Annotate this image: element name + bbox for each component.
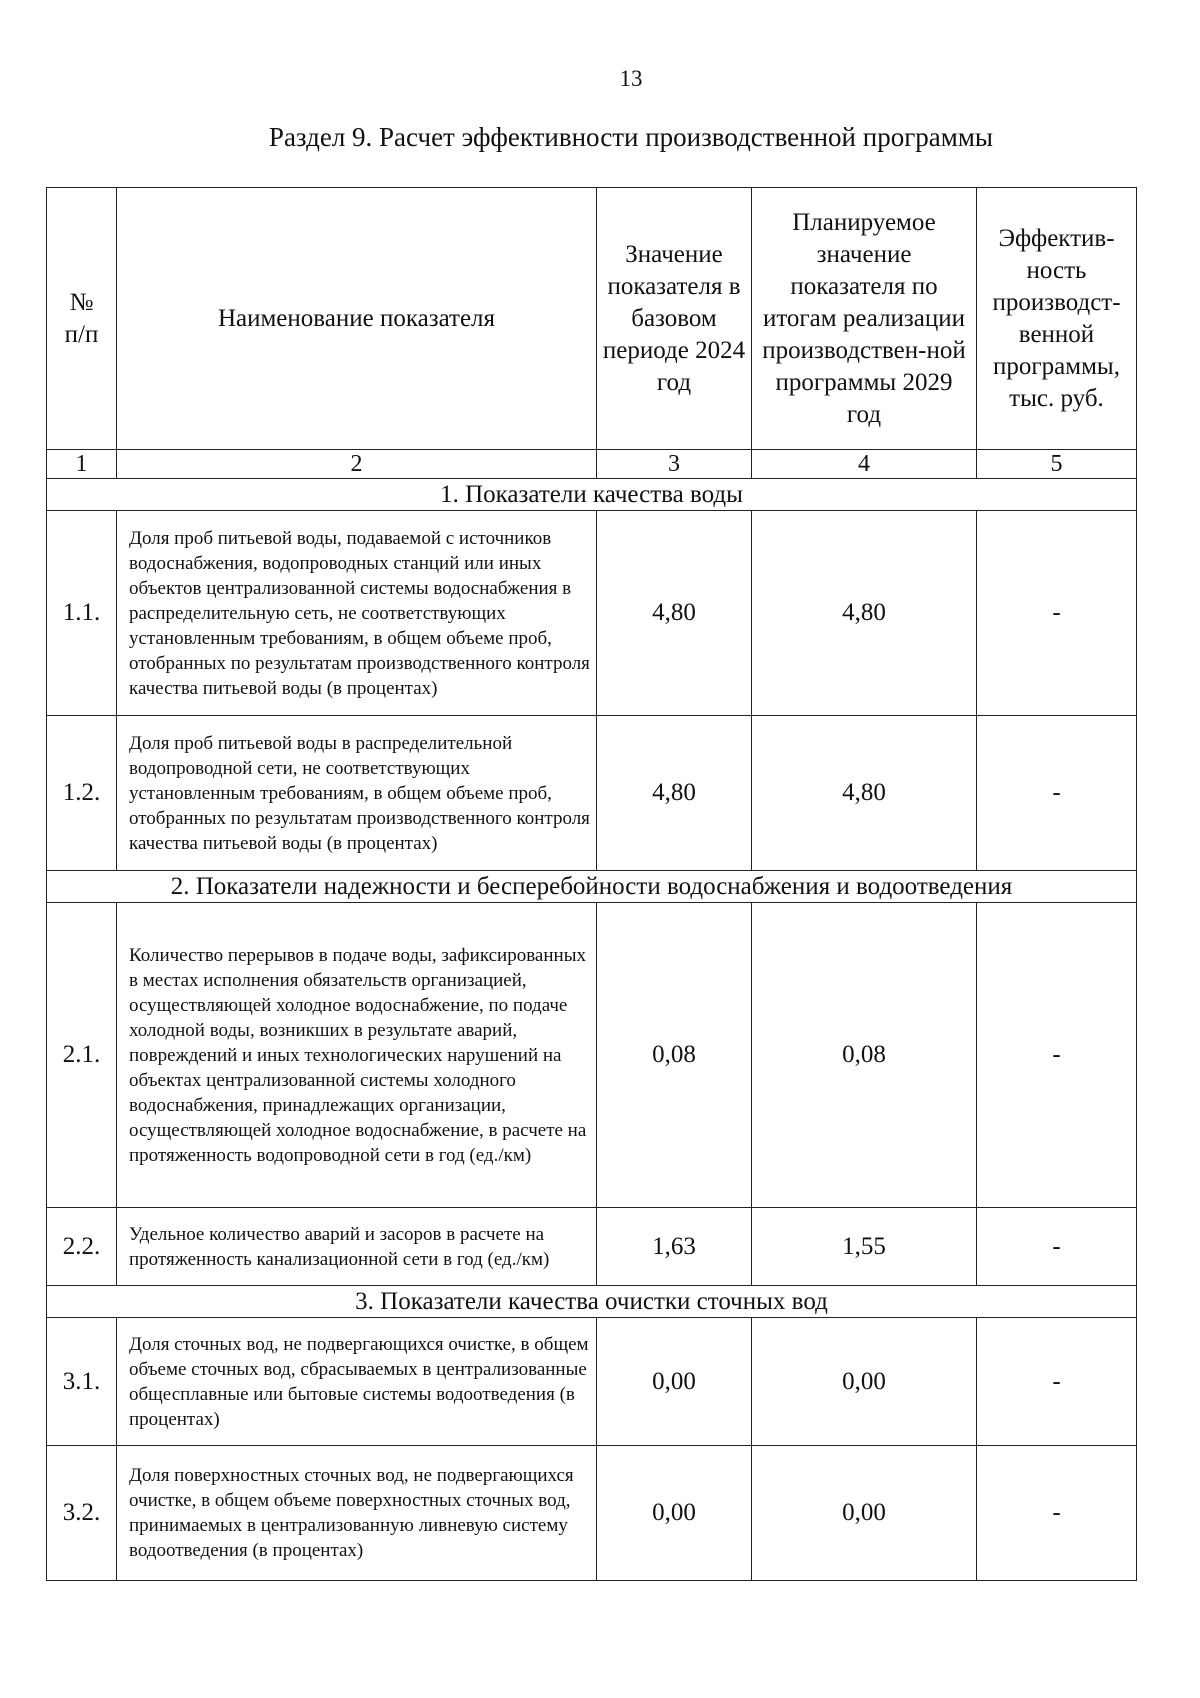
row-planned-value: 1,55	[752, 1208, 977, 1286]
row-planned-value: 0,08	[752, 903, 977, 1208]
efficiency-table	[46, 187, 1137, 1581]
table-row	[47, 511, 1137, 716]
table-row	[47, 1446, 1137, 1581]
table-row	[47, 1208, 1137, 1286]
row-index: 3.2.	[47, 1446, 117, 1581]
row-base-value: 4,80	[597, 511, 752, 716]
table-row	[47, 716, 1137, 871]
group-title: 3. Показатели качества очистки сточных вод	[47, 1286, 1137, 1318]
header-planned-value: Планируемое значение показателя по итогам реализации производствен-ной программы 2029 год	[752, 188, 977, 450]
row-planned-value: 0,00	[752, 1446, 977, 1581]
row-base-value: 4,80	[597, 716, 752, 871]
row-efficiency: -	[977, 1208, 1137, 1286]
column-number: 4	[752, 450, 977, 479]
row-efficiency: -	[977, 1446, 1137, 1581]
row-index: 1.1.	[47, 511, 117, 716]
table-row	[47, 1318, 1137, 1446]
row-efficiency: -	[977, 511, 1137, 716]
column-number: 1	[47, 450, 117, 479]
row-planned-value: 4,80	[752, 716, 977, 871]
row-index: 1.2.	[47, 716, 117, 871]
row-indicator-name: Доля поверхностных сточных вод, не подвергающихся очистке, в общем объеме поверхностных сточных вод, принимаемых в централизованную ливневую систему водоотведения (в процентах)	[117, 1446, 597, 1581]
row-indicator-name: Удельное количество аварий и засоров в расчете на протяженность канализационной сети в год (ед./км)	[117, 1208, 597, 1286]
table-header-row	[47, 188, 1137, 450]
row-planned-value: 0,00	[752, 1318, 977, 1446]
row-base-value: 1,63	[597, 1208, 752, 1286]
row-index: 2.2.	[47, 1208, 117, 1286]
row-indicator-name: Доля проб питьевой воды, подаваемой с источников водоснабжения, водопроводных станций или иных объектов централизованной системы водоснабжения в распределительную сеть, не соответствующих установленным требованиям, в общем объеме проб, отобранных по результатам производственного контроля качества питьевой воды (в процентах)	[117, 511, 597, 716]
row-base-value: 0,00	[597, 1318, 752, 1446]
group-header-row	[47, 1286, 1137, 1318]
row-efficiency: -	[977, 1318, 1137, 1446]
header-number: № п/п	[47, 188, 117, 450]
header-indicator-name: Наименование показателя	[117, 188, 597, 450]
page-number: 13	[619, 66, 643, 91]
column-number: 3	[597, 450, 752, 479]
row-index: 3.1.	[47, 1318, 117, 1446]
header-efficiency: Эффектив-ность производст-венной программы, тыс. руб.	[977, 188, 1137, 450]
column-number: 5	[977, 450, 1137, 479]
row-efficiency: -	[977, 903, 1137, 1208]
section-title: Раздел 9. Расчет эффективности производственной программы	[268, 122, 994, 152]
group-title: 2. Показатели надежности и бесперебойности водоснабжения и водоотведения	[47, 871, 1137, 903]
row-base-value: 0,08	[597, 903, 752, 1208]
column-number: 2	[117, 450, 597, 479]
group-header-row	[47, 479, 1137, 511]
row-indicator-name: Количество перерывов в подаче воды, зафиксированных в местах исполнения обязательств организацией, осуществляющей холодное водоснабжение, по подаче холодной воды, возникших в результате аварий, повреждений и иных технологических нарушений на объектах централизованной системы холодного водоснабжения, принадлежащих организации, осуществляющей холодное водоснабжение, в расчете на протяженность водопроводной сети в год (ед./км)	[117, 903, 597, 1208]
row-indicator-name: Доля проб питьевой воды в распределительной водопроводной сети, не соответствующих установленным требованиям, в общем объеме проб, отобранных по результатам производственного контроля качества питьевой воды (в процентах)	[117, 716, 597, 871]
header-base-value: Значение показателя в базовом периоде 2024 год	[597, 188, 752, 450]
column-number-row	[47, 450, 1137, 479]
row-planned-value: 4,80	[752, 511, 977, 716]
row-base-value: 0,00	[597, 1446, 752, 1581]
table-row	[47, 903, 1137, 1208]
row-indicator-name: Доля сточных вод, не подвергающихся очистке, в общем объеме сточных вод, сбрасываемых в централизованные общесплавные или бытовые системы водоотведения (в процентах)	[117, 1318, 597, 1446]
group-title: 1. Показатели качества воды	[47, 479, 1137, 511]
group-header-row	[47, 871, 1137, 903]
row-index: 2.1.	[47, 903, 117, 1208]
row-efficiency: -	[977, 716, 1137, 871]
